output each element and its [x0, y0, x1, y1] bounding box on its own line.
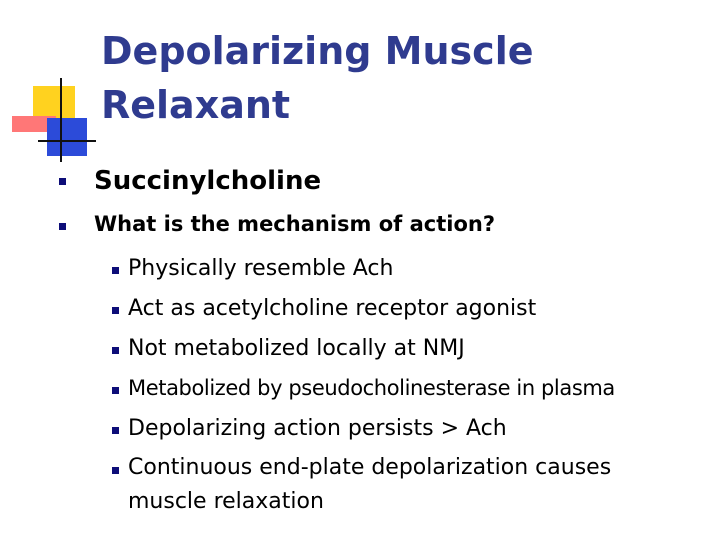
bullet-icon	[59, 223, 66, 230]
bullet-icon	[112, 267, 119, 274]
bullet-icon	[112, 427, 119, 434]
list-item-text: Metabolized by pseudocholinesterase in plasma	[128, 376, 615, 400]
bullet-icon	[112, 467, 119, 474]
bullet-mechanism-question: What is the mechanism of action?	[94, 212, 496, 236]
list-item-text: Depolarizing action persists > Ach	[128, 416, 507, 441]
bullet-icon	[112, 347, 119, 354]
list-item-text: Physically resemble Ach	[128, 256, 394, 281]
bullet-succinylcholine: Succinylcholine	[94, 166, 322, 196]
decor-blue-square	[47, 118, 87, 156]
decor-vertical-line	[60, 78, 62, 162]
list-item-text: Continuous end-plate depolarization causes muscle relaxation	[128, 455, 612, 514]
list-item-text: Act as acetylcholine receptor agonist	[128, 296, 537, 321]
slide-title: Depolarizing Muscle Relaxant	[101, 29, 534, 127]
bullet-icon	[112, 387, 119, 394]
list-item-text: Not metabolized locally at NMJ	[128, 336, 465, 361]
decor-horizontal-line	[38, 140, 96, 142]
bullet-icon	[112, 307, 119, 314]
bullet-icon	[59, 178, 66, 185]
